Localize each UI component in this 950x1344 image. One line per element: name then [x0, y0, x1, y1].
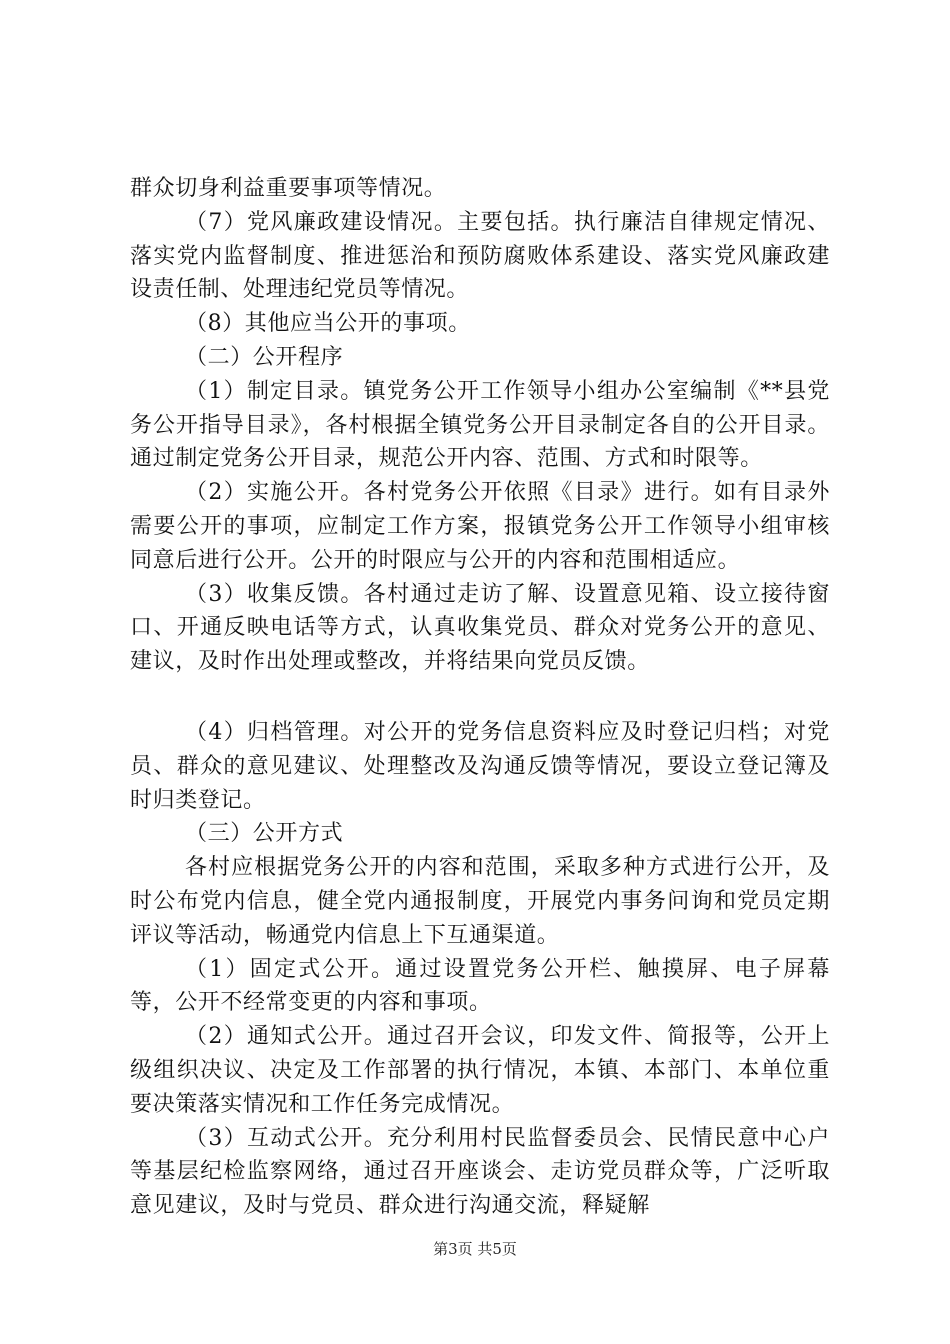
paragraph-gap — [130, 679, 830, 716]
paragraph-5: （1）制定目录。镇党务公开工作领导小组办公室编制《**县党务公开指导目录》，各村根据全镇党务公开目录制定各自的公开目录。通过制定党务公开目录，规范公开内容、范围、方式和时限等。 — [130, 378, 830, 472]
paragraph-11: （1）固定式公开。通过设置党务公开栏、触摸屏、电子屏幕等，公开不经常变更的内容和事项。 — [130, 956, 830, 1016]
paragraph-10: 各村应根据党务公开的内容和范围，采取多种方式进行公开，及时公布党内信息，健全党内通报制度，开展党内事务问询和党员定期评议等活动，畅通党内信息上下互通渠道。 — [130, 855, 830, 948]
paragraph-7: （3）收集反馈。各村通过走访了解、设置意见箱、设立接待窗口、开通反映电话等方式，认真收集党员、群众对党务公开的意见、建议，及时作出处理或整改，并将结果向党员反馈。 — [130, 581, 830, 675]
page-footer: 第3页 共5页 — [433, 1240, 517, 1258]
paragraph-8: （4）归档管理。对公开的党务信息资料应及时登记归档；对党员、群众的意见建议、处理整改及沟通反馈等情况，要设立登记簿及时归类登记。 — [130, 719, 830, 813]
document-body — [130, 172, 830, 1223]
paragraph-6: （2）实施公开。各村党务公开依照《目录》进行。如有目录外需要公开的事项，应制定工作方案，报镇党务公开工作领导小组审核同意后进行公开。公开的时限应与公开的内容和范围相适应。 — [130, 480, 830, 573]
paragraph-1: 群众切身利益重要事项等情况。 — [130, 176, 447, 201]
section-heading-procedure: （二）公开程序 — [185, 344, 344, 370]
paragraph-3: （8）其他应当公开的事项。 — [185, 311, 471, 337]
paragraph-13: （3）互动式公开。充分利用村民监督委员会、民情民意中心户等基层纪检监察网络，通过召开座谈会、走访党员群众等，广泛听取意见建议，及时与党员、群众进行沟通交流，释疑解 — [130, 1125, 830, 1219]
paragraph-2: （7）党风廉政建设情况。主要包括。执行廉洁自律规定情况、落实党内监督制度、推进惩治和预防腐败体系建设、落实党风廉政建设责任制、处理违纪党员等情况。 — [130, 209, 830, 303]
section-heading-methods: （三）公开方式 — [185, 821, 344, 847]
paragraph-12: （2）通知式公开。通过召开会议，印发文件、简报等，公开上级组织决议、决定及工作部署的执行情况，本镇、本部门、本单位重要决策落实情况和工作任务完成情况。 — [130, 1024, 830, 1117]
